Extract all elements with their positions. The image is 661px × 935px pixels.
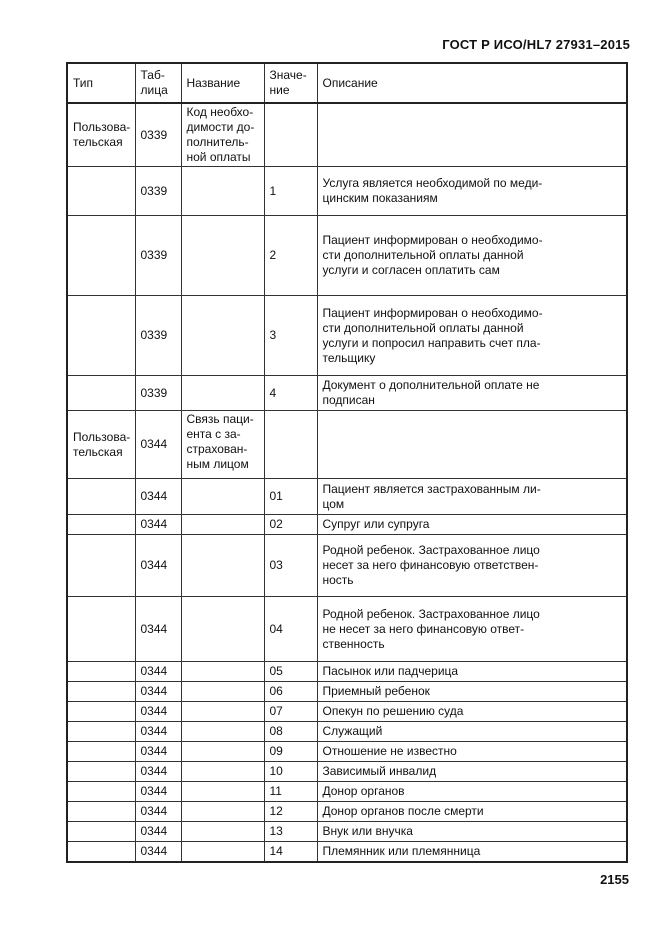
cell-table: 0344 [135,411,181,479]
table-row [67,722,627,742]
table-row [67,802,627,822]
cell-description: Родной ребенок. Застрахованное лицо не несет за него финансовую ответ- ственность [317,597,627,662]
cell-name [181,479,264,515]
cell-value: 04 [264,597,317,662]
cell-name [181,296,264,376]
cell-description: Донор органов [317,782,627,802]
table-row [67,167,627,216]
header-table: Таб- лица [135,63,181,103]
cell-value: 3 [264,296,317,376]
cell-type [67,479,135,515]
table-row [67,822,627,842]
cell-description: Пациент является застрахованным ли- цом [317,479,627,515]
cell-name [181,597,264,662]
cell-value: 14 [264,842,317,862]
table-row [67,742,627,762]
cell-description: Родной ребенок. Застрахованное лицо несет за него финансовую ответствен- ность [317,535,627,597]
cell-name [181,762,264,782]
cell-value: 01 [264,479,317,515]
cell-table: 0339 [135,103,181,167]
table-row [67,296,627,376]
cell-value: 2 [264,216,317,296]
cell-description: Приемный ребенок [317,682,627,702]
page-number: 2155 [600,872,629,887]
cell-description: Отношение не известно [317,742,627,762]
cell-description: Пациент информирован о необходимо- сти дополнительной оплаты данной услуги и согласен оплатить сам [317,216,627,296]
cell-type: Пользова- тельская [67,103,135,167]
cell-type: Пользова- тельская [67,411,135,479]
table-row [67,479,627,515]
header-description: Описание [317,63,627,103]
cell-name [181,742,264,762]
cell-table: 0344 [135,682,181,702]
cell-table: 0339 [135,376,181,411]
table-row [67,842,627,862]
cell-table: 0344 [135,742,181,762]
table-row [67,216,627,296]
cell-type [67,515,135,535]
cell-type [67,216,135,296]
cell-table: 0344 [135,597,181,662]
cell-table: 0344 [135,479,181,515]
cell-description: Пасынок или падчерица [317,662,627,682]
cell-value: 10 [264,762,317,782]
table-row [67,782,627,802]
cell-description: Супруг или супруга [317,515,627,535]
cell-type [67,597,135,662]
cell-type [67,722,135,742]
cell-value: 07 [264,702,317,722]
cell-name: Связь паци- ента с за- страхован- ным лицом [181,411,264,479]
cell-table: 0339 [135,216,181,296]
cell-value: 13 [264,822,317,842]
cell-value: 12 [264,802,317,822]
cell-name [181,822,264,842]
cell-table: 0344 [135,842,181,862]
cell-type [67,296,135,376]
cell-table: 0339 [135,296,181,376]
cell-value: 05 [264,662,317,682]
cell-name [181,702,264,722]
table-row [67,662,627,682]
cell-type [67,702,135,722]
cell-table: 0344 [135,762,181,782]
cell-value: 1 [264,167,317,216]
header-type: Тип [67,63,135,103]
cell-description: Документ о дополнительной оплате не подписан [317,376,627,411]
cell-table: 0344 [135,802,181,822]
cell-table: 0344 [135,702,181,722]
cell-table: 0344 [135,515,181,535]
cell-table: 0344 [135,782,181,802]
cell-type [67,376,135,411]
cell-description [317,411,627,479]
table-row [67,103,627,167]
cell-table: 0344 [135,822,181,842]
document-header: ГОСТ Р ИСО/HL7 27931–2015 [442,37,630,52]
cell-table: 0344 [135,535,181,597]
cell-type [67,822,135,842]
table-row [67,376,627,411]
cell-type [67,662,135,682]
cell-name [181,216,264,296]
cell-name [181,662,264,682]
cell-description: Внук или внучка [317,822,627,842]
cell-type [67,842,135,862]
table-row [67,597,627,662]
cell-type [67,802,135,822]
header-name: Название [181,63,264,103]
cell-value [264,411,317,479]
cell-name [181,682,264,702]
table-row [67,411,627,479]
cell-type [67,167,135,216]
cell-value: 09 [264,742,317,762]
cell-table: 0344 [135,662,181,682]
cell-table: 0339 [135,167,181,216]
cell-value: 11 [264,782,317,802]
cell-description: Служащий [317,722,627,742]
cell-value: 03 [264,535,317,597]
cell-name [181,802,264,822]
cell-value: 06 [264,682,317,702]
table-row [67,515,627,535]
cell-description: Племянник или племянница [317,842,627,862]
cell-value: 02 [264,515,317,535]
code-table [66,62,628,863]
table-row [67,535,627,597]
cell-name [181,842,264,862]
table-header-row [67,63,627,103]
cell-type [67,782,135,802]
cell-name [181,376,264,411]
cell-type [67,762,135,782]
cell-name: Код необхо- димости до- полнитель- ной оплаты [181,103,264,167]
cell-description: Донор органов после смерти [317,802,627,822]
cell-type [67,535,135,597]
cell-value: 4 [264,376,317,411]
cell-table: 0344 [135,722,181,742]
cell-description [317,103,627,167]
cell-value: 08 [264,722,317,742]
table-row [67,762,627,782]
cell-name [181,167,264,216]
cell-name [181,722,264,742]
table-row [67,682,627,702]
cell-description: Услуга является необходимой по меди- цинским показаниям [317,167,627,216]
cell-name [181,535,264,597]
cell-description: Пациент информирован о необходимо- сти дополнительной оплаты данной услуги и попросил направить счет пла- тельщику [317,296,627,376]
table-row [67,702,627,722]
header-value: Значе- ние [264,63,317,103]
cell-description: Опекун по решению суда [317,702,627,722]
cell-name [181,782,264,802]
cell-type [67,682,135,702]
cell-description: Зависимый инвалид [317,762,627,782]
cell-type [67,742,135,762]
cell-name [181,515,264,535]
cell-value [264,103,317,167]
